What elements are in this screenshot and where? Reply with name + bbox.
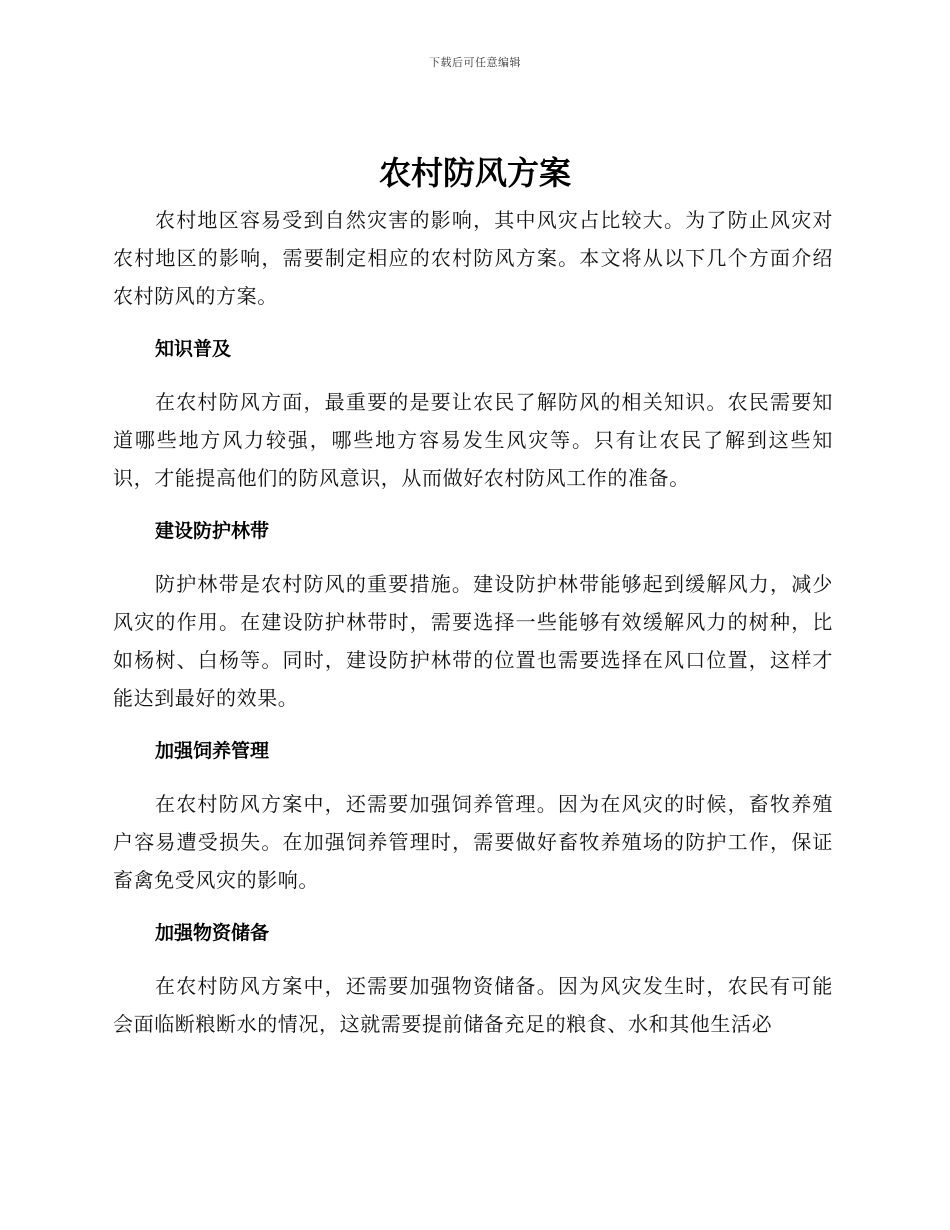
section-heading-knowledge: 知识普及 bbox=[155, 338, 232, 360]
section-heading-shelterbelt: 建设防护林带 bbox=[155, 520, 270, 542]
document-title: 农村防风方案 bbox=[378, 154, 571, 192]
section-paragraph-shelterbelt: 防护林带是农村防风的重要措施。建设防护林带能够起到缓解风力，减少风灾的作用。在建设防护林带时，需要选择一些能够有效缓解风力的树种，比如杨树、白杨等。同时，建设防护林带的位置也需要选择在风口位置，这样才能达到最好的效果。 bbox=[113, 572, 833, 710]
section-paragraph-knowledge: 在农村防风方面，最重要的是要让农民了解防风的相关知识。农民需要知道哪些地方风力较强，哪些地方容易发生风灾等。只有让农民了解到这些知识，才能提高他们的防风意识，从而做好农村防风工作的准备。 bbox=[113, 390, 833, 490]
section-heading-supplies: 加强物资储备 bbox=[155, 922, 270, 944]
section-paragraph-supplies: 在农村防风方案中，还需要加强物资储备。因为风灾发生时，农民有可能会面临断粮断水的情况，这就需要提前储备充足的粮食、水和其他生活必 bbox=[113, 974, 833, 1036]
document-body bbox=[113, 201, 833, 1043]
section-paragraph-livestock: 在农村防风方案中，还需要加强饲养管理。因为在风灾的时候，畜牧养殖户容易遭受损失。在加强饲养管理时，需要做好畜牧养殖场的防护工作，保证畜禽免受风灾的影响。 bbox=[113, 792, 833, 892]
header-note: 下载后可任意编辑 bbox=[429, 56, 521, 69]
intro-paragraph: 农村地区容易受到自然灾害的影响，其中风灾占比较大。为了防止风灾对农村地区的影响，需要制定相应的农村防风方案。本文将从以下几个方面介绍农村防风的方案。 bbox=[113, 208, 833, 308]
section-heading-livestock: 加强饲养管理 bbox=[155, 740, 270, 762]
